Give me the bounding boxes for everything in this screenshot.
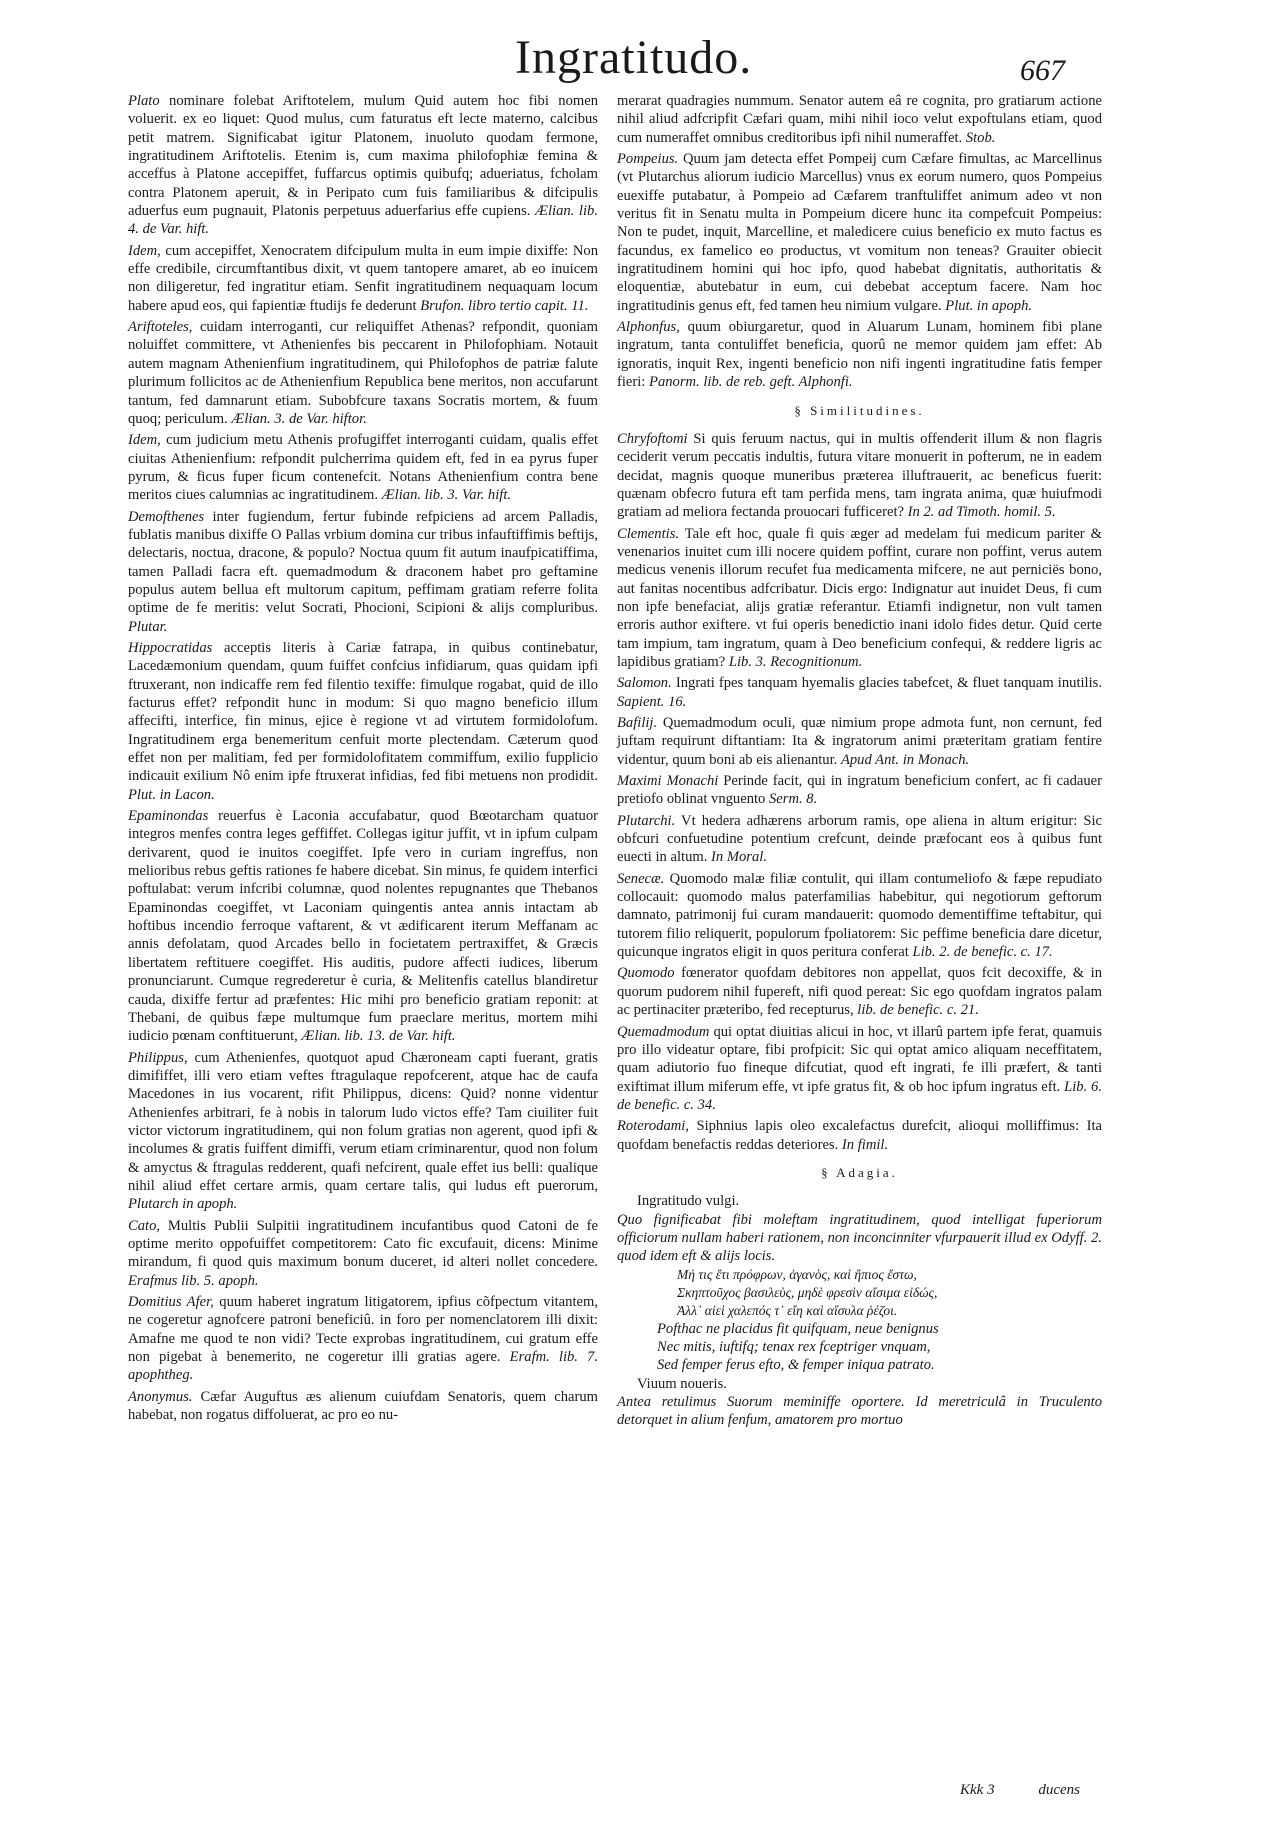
entry-text: quum obiurgaretur, quod in Aluarum Lunam, hominem fibi plane ingratum, tanta contuliffet beneficia, quorû ne memor quidem jam effet: Ab ignoratis, inquit Rex, ingenti beneficio non nifi ingenti ingratitudine fatis femper fieri: <box>617 319 1102 391</box>
entry-lead: Ariftoteles, <box>128 319 193 336</box>
entry-text: inter fugiendum, fertur fubinde refpiciens ad arcem Palladis, fublatis manibus dixiffe O Pallas vrbium domina cur tribus infauftiffimis beftijs, delectaris, noctua, dracone, & populo? Noctua quum fit autum inaufpicatiffima, tamen Palladi facra eft. quemadmodum & draconem habet pro geftamine populus autem bellua eft multorum capitum, peffimam gratiam referre folita optime de fe meritis: velut Socrati, Phocioni, Scipioni & alijs compluribus. <box>128 508 598 617</box>
entry-paragraph <box>128 318 598 428</box>
entry-text: cum Athenienfes, quotquot apud Chæroneam capti fuerant, gratis dimififfet, illi vero etiam veftes ftragulaque repofcerent, atque hac de caufa Macedones in ius vocarent, rifit Philippus, dicens: Quid? nonne videntur Athenienfes arbitrari, fe à nobis in talorum ludo victos effe? Tam ciuiliter fuit victor victorum ingratitudinem, qui non folum gratias non agerent, quod ipfi & incolumes & gratis fuiffent dimiffi, verum etiam criminarentur, quod non folum & amyctus & ftragulas redderent, quafi nefcirent, quale effet ius belli: qualique nihil aliud effet certare armis, quam certare talis, qui ludus eft puerorum, <box>128 1049 598 1194</box>
entry-lead: Anonymus. <box>128 1388 193 1405</box>
entry-reference: Erafmus lib. 5. apoph. <box>128 1272 259 1289</box>
entry-reference: Serm. 8. <box>769 791 818 808</box>
entry-reference: Ælian. 3. de Var. hiftor. <box>231 410 367 427</box>
entry-text: Quomodo malæ filiæ contulit, qui illam contumeliofo & fæpe repudiato collocauit: quomodo malus paterfamilias habebitur, qui negotiorum geftorum damnato, patrimonij fui curam mandauerit: quomodo dementiffime teftabitur, qui tutorem filio reliquerit, populorum fpoliatorem: Sic peffime beneficia dare dicetur, quicunque ingratos eligit in quos peritura conferat <box>617 870 1103 961</box>
entry-reference: In 2. ad Timoth. homil. 5. <box>907 504 1056 521</box>
entry-paragraph <box>617 430 1102 522</box>
entry-lead: Maximi Monachi <box>617 773 719 790</box>
entry-reference: Brufon. libro tertio capit. 11. <box>420 297 589 314</box>
adage-title: Viuum noueris. <box>637 1375 727 1392</box>
entry-paragraph <box>617 525 1102 672</box>
entry-text: Vt hedera adhærens arborum ramis, ope aliena in altum erigitur: Sic obfcuri confuetudine potentium crefcunt, deinde præfocant eos à quibus funt euecti in altum. <box>617 812 1102 866</box>
entry-text: reuerfus è Laconia accufabatur, quod Bœotarcham quatuor integros menfes contra leges geffiffet. Collegas igitur juffit, vt in ipfum culpam derivarent, quod ie inuitos coegiffet. Ipfe vero in curiam ingreffus, non melioribus rebus geftis rationes fe habere dicebat. Sin minus, fe quidem interfici poftulabat: verum infcribi columnæ, quod nolentes repugnantes que Thebanos Epaminondas coegiffet, vt Laconiam quingentis antea annis intactam ab hoftibus incendio ferroque vaftarent, & vt ædificarent iterum Meffanam ac annis defolatam, quod Arcades bello in focietatem pertraxiffet, & Græcis libertatem reftituere coegiffet. His auditis, pudore affecti iudices, liberum pronunciarunt. Cumque regrederetur è curia, & Melitenfis catellus blandiretur cauda, dixiffe fertur ad præfentes: Hic mihi pro beneficio gratiam reponit: at Thebani, de quibus fæpe multumque fum praeclare meritus, mortem mihi iudicio pœnam conftituerunt, <box>128 808 598 1045</box>
entry-reference: Plut. in apoph. <box>945 297 1033 314</box>
entry-text: merarat quadragies nummum. Senator autem eâ re cognita, pro gratiarum actione nihil aliud adfcripfit Cæfari quam, mihi nihil ioco velut expoftulans etiam, quod cum numeraffet omnibus creditoribus ipfi nihil numeraffet. <box>617 93 1102 146</box>
greek-verse-line: Σκηπτοῦχος βασιλεὺς, μηδὲ φρεσὶν αἴσιμα εἰδώς, <box>677 1284 938 1300</box>
entry-text: fœnerator quofdam debitores non appellat, quos fcit decoxiffe, & in quorum pudorem nihil fupereft, nifi quod pereat: Sic ego quofdam ingratos palam ac pertinaciter præteribo, fed recepturus, <box>617 965 1102 1019</box>
entry-lead: Idem, <box>128 432 161 449</box>
entry-paragraph <box>128 92 598 239</box>
entry-lead: Plutarchi. <box>617 812 676 829</box>
entry-text: Multis Publii Sulpitii ingratitudinem incufantibus quod Catoni de fe optime merito oppofuiffet competitorem: Cato fic excufauit, dicens: Minime mirandum, fi quod quis maximum bonum duceret, id alteri nollet concedere. <box>128 1217 598 1271</box>
entry-lead: Salomon. <box>617 675 672 692</box>
entry-reference: Sapient. 16. <box>617 693 687 710</box>
entry-paragraph <box>617 1117 1102 1154</box>
entry-paragraph <box>128 639 598 804</box>
entry-paragraph <box>128 807 598 1045</box>
entry-lead: Quemadmodum <box>617 1023 710 1040</box>
entry-reference: In Moral. <box>711 849 767 866</box>
entry-reference: Erafm. lib. 7. apophtheg. <box>128 1349 598 1384</box>
entry-paragraph <box>128 1293 598 1385</box>
entry-text: qui optat diuitias alicui in hoc, vt illarû partem ipfe ferat, quamuis pro illo videatur optare, fibi profpicit: Sic qui optat amico aliquam neceffitatem, quam adiutorio fuo fineque difcutiat, quod eft ingrati, fe illi præfert, & tanti exiftimat illum miferum effe, vt ipfe gratus fit, & ob hoc ipfum ingratus eft. <box>617 1023 1102 1095</box>
greek-verse-line: Μή τις ἔτι πρόφρων, ἀγανὸς, καὶ ἤπιος ἔστω, <box>677 1266 917 1282</box>
entry-reference: Stob. <box>965 129 996 146</box>
entry-paragraph <box>128 1217 598 1290</box>
latin-verse-line: Sed femper ferus efto, & femper iniqua patrato. <box>657 1357 935 1374</box>
entry-reference: lib. de benefic. c. 21. <box>857 1002 979 1019</box>
entry-lead: Philippus, <box>128 1049 188 1066</box>
entry-reference: Lib. 6. de benefic. c. 34. <box>617 1078 1102 1113</box>
catchword: ducens <box>1038 1782 1080 1798</box>
entry-lead: Domitius Afer, <box>128 1294 214 1310</box>
adagia-block <box>617 1192 1102 1429</box>
adage-title: Ingratitudo vulgi. <box>637 1193 740 1210</box>
entry-paragraph <box>617 92 1102 147</box>
entry-paragraph <box>617 964 1102 1019</box>
entry-text: cum judicium metu Athenis profugiffet interroganti cuidam, qualis effet ciuitas Athenienfium: refpondit pulcherrima quidem eft, fed in ea pyrus fuper pyrum, & ficus fuper ficum contenefcit. Notans Athenienfium contra bene meritos ciues calumnias ac ingratitudinem. <box>128 432 598 504</box>
adage-body: Quo fignificabat fibi moleftam ingratitudinem, quod intelligat fuperiorum officiorum nullam haberi rationem, non inconcinniter vfurpauerit illud ex Odyff. 2. quod idem eft & alijs locis. <box>617 1211 1102 1265</box>
entry-reference: Panorm. lib. de reb. geft. Alphonfi. <box>649 374 853 391</box>
signature-text: Kkk 3 <box>960 1782 995 1798</box>
entry-paragraph <box>617 772 1102 809</box>
entry-reference: Lib. 2. de benefic. c. 17. <box>912 944 1053 961</box>
entry-reference: Plutar. <box>128 618 168 635</box>
entry-reference: Ælian. lib. 3. Var. hift. <box>381 487 512 504</box>
entry-text: Ingrati fpes tanquam hyemalis glacies tabefcet, & fluet tanquam inutilis. <box>675 675 1102 692</box>
entry-lead: Demofthenes <box>128 508 205 525</box>
right-column <box>617 92 1102 1430</box>
adage-body: Antea retulimus Suorum meminiffe oportere. Id meretriculâ in Truculento detorquet in alium fenfum, amatorem pro mortuo <box>617 1394 1102 1429</box>
entry-lead: Idem, <box>128 242 161 259</box>
entry-paragraph <box>128 1049 598 1214</box>
entry-text: Tale eft hoc, quale fi quis æger ad medelam fui medicum pariter & venenarios inuitet cum illi nocere quidem poffint, curare non poffint, verus autem medicus venenis illorum recufet fua medicamenta mifcere, ne aut perniciës bono, aut fanitas nocentibus adfcribatur. Dicis ergo: Indignatur aut inuidet Deus, fi cum non ipfe benefaciat, alijs gratiæ referantur. Etiamfi indignetur, non vult tamen erroris author exiftere. vt fui operis benedictio inani idolo fides detur. Quid certe tam impium, tam ingratum, quam à Deo beneficium confequi, & reddere ligris ac lapidibus gratiam? <box>617 525 1102 670</box>
entry-paragraph <box>617 318 1102 391</box>
entry-text: nominare folebat Ariftotelem, mulum Quid autem hoc fibi nomen voluerit. ex eo liquet: Quod mulus, cum faturatus eft lecte materno, calcibus petit matrem. Significabat igitur Platonem, inuoluto quodam fermone, ingratitudinem Ariftotelis. Etenim is, cum maxima philofophiæ femina & acceffus à Platone accepiffet, fuffarcus optimis quibufq; adueriatus, fcholam contra Platonem aperuit, & in Peripato cum fuis familiaribus & difcipulis aduerfus eum pugnauit, Platonis perpetuus aduerfarius effe cupiens. <box>128 93 598 220</box>
entry-reference: Plut. in Lacon. <box>128 786 215 803</box>
entry-lead: Pompeius. <box>617 151 679 168</box>
entry-reference: Ælian. lib. 13. de Var. hift. <box>301 1028 456 1045</box>
entry-lead: Cato, <box>128 1217 161 1234</box>
entry-lead: Bafilij. <box>617 715 658 731</box>
entry-reference: Plutarch in apoph. <box>128 1196 238 1213</box>
entry-lead: Alphonfus, <box>617 319 680 336</box>
entry-lead: Chryfoftomi <box>617 430 688 447</box>
entry-text: Siphnius lapis oleo excalefactus durefcit, alioqui molliffimus: Ita quofdam benefactis reddas deteriores. <box>617 1118 1102 1153</box>
entry-lead: Epaminondas <box>128 808 209 825</box>
entry-reference: Apud Ant. in Monach. <box>840 751 970 768</box>
running-title: Ingratitudo. <box>515 31 753 84</box>
latin-verse-line: Nec mitis, iuftifq; tenax rex fceptriger vnquam, <box>657 1338 931 1355</box>
entry-lead: Hippocratidas <box>128 639 213 656</box>
entry-lead: Quomodo <box>617 965 675 982</box>
entry-paragraph <box>617 812 1102 867</box>
latin-verse-line: Pofthac ne placidus fit quifquam, neue benignus <box>657 1320 939 1337</box>
page-number: 667 <box>1020 54 1065 87</box>
entry-text: cum accepiffet, Xenocratem difcipulum multa in eum impie dixiffe: Non effe credibile, circumftantibus dixit, vt quem tantopere amaret, ab eo inuicem non diligeretur, fed ingratitur etiam. Senfit ingratitudinem nequaquam locum habere apud eos, qui fapientiæ ftudijs fe dederunt <box>128 242 599 314</box>
entry-paragraph <box>128 431 598 504</box>
section-heading: § Similitudines. <box>794 402 925 418</box>
entry-reference: In fimil. <box>841 1136 889 1153</box>
entry-paragraph <box>617 1023 1102 1115</box>
greek-verse-line: Ἀλλ᾽ αἰεὶ χαλεπός τ᾽ εἴη καὶ αἴσυλα ῥέζοι. <box>677 1302 898 1318</box>
entry-lead: Clementis. <box>617 525 680 542</box>
entry-paragraph <box>617 870 1102 962</box>
signature-mark <box>960 1782 1080 1799</box>
entry-text: cuidam interroganti, cur reliquiffet Athenas? refpondit, quoniam noluiffet committere, vt Athenienfes bis peccarent in Philofophiam. Notauit autem magnam Athenienfium ingratitudinem, qui Philofophos de patriæ falute plurimum follicitos ac de Athenienfium Republica bene meritos, non accufarunt tantum, fed damnarunt etiam. Subobfcure taxans Socratis mortem, & fuum quoq; periculum. <box>128 319 598 427</box>
entry-paragraph <box>128 242 598 315</box>
entry-text: Perinde facit, qui in ingratum beneficium confert, ac fi cadauer pretiofo oblinat vnguento <box>617 773 1103 808</box>
entry-paragraph <box>617 714 1102 769</box>
entry-text: quum haberet ingratum litigatorem, ipfius cõfpectum vitantem, ne cogeretur agnofcere patroni beneficiû. in foro per nomenclatorem illi dixit: Amafne me quod te non vidi? Tecte exprobas ingratitudinem, cui gratum effe non pigebat à benemerito, ne cogeretur illi gratias agere. <box>128 1294 598 1366</box>
entry-text: Quemadmodum oculi, quæ nimium prope admota funt, non cernunt, fed juftam requirunt diftantiam: Ita & ingratorum animi præteritam gratiam fentire videntur, quum boni ab eis alienantur. <box>617 715 1102 768</box>
entry-paragraph <box>617 150 1102 315</box>
entry-paragraph <box>617 674 1102 711</box>
entry-text: Quum jam detecta effet Pompeij cum Cæfare fimultas, ac Marcellinus (vt Plutarchus aliorum iudicio Marcellus) vnus ex eorum numero, quos Pompeius euexiffe putabatur, à Pompeio ad Cæfarem tranftuliffet animum adeo vt non veritus fit in Senatu multa in Pompeium dicere hunc ita compefcuit Pompeius: Non te pudet, inquit, Marcelline, et maledicere cuius beneficio ex muto factus es facundus, ex famelico eo productus, vt vomitum non teneas? Grauiter obiecit ingratitudinem homini qui hoc ipfo, quod habebat dignitatis, authoritatis & eloquentiæ, abutebatur in eum, cui debebat acceptum facere. Nam hoc ingratitudinis genus eft, fed tamen heu nimium vulgare. <box>617 151 1102 314</box>
page-header <box>0 28 1276 88</box>
entry-text: acceptis literis à Cariæ fatrapa, in quibus continebatur, Lacedæmonium quendam, quum fuiffet confcius infidiarum, quas quidam ipfi ftruxerant, non indicaffe rem fed filentio texiffe: fimulque rogabat, quid de illo facturus effet? refpondit hunc in modum: Si quo magno beneficio illum affecifti, interfice, fin minus, ejice è regione vt ad virtutem formidolofum. Ingratitudinem erga benemeritum cenfuit morte plectendam. Cæterum quod effet non per malitiam, fed per formidolofitatem commiffum, exilio fupplicio indicauit exilium Nô enim ipfe ftruxerat infidias, fed fibi metuens non prodidit. <box>128 639 598 785</box>
entry-lead: Roterodami, <box>617 1118 690 1135</box>
entry-text: Cæfar Auguftus æs alienum cuiufdam Senatoris, quem charum habebat, non rogatus diffoluerat, ac pro eo nu- <box>128 1388 598 1424</box>
entry-paragraph <box>128 1388 598 1425</box>
section-heading: § Adagia. <box>821 1164 898 1180</box>
entry-reference: Lib. 3. Recognitionum. <box>728 653 863 670</box>
entry-text: Si quis feruum nactus, qui in multis offenderit illum & non flagris ceciderit verum peccatis indultis, futura vitare monuerit in pofterum, ne in eadem decidat, magnis quoque muneribus præterea illuftrauerit, ac beneficus fuerit: quænam obfecro futura eft tam perfida mens, tam ingrata anima, quæ huiufmodi gratiam ad meliora fectanda prouocari fufficeret? <box>617 430 1102 521</box>
left-column <box>128 92 598 1427</box>
entry-reference: Ælian. lib. 4. de Var. hift. <box>128 203 598 238</box>
entry-lead: Senecæ. <box>617 870 665 887</box>
entry-lead: Plato <box>128 93 160 109</box>
entry-paragraph <box>128 508 598 636</box>
